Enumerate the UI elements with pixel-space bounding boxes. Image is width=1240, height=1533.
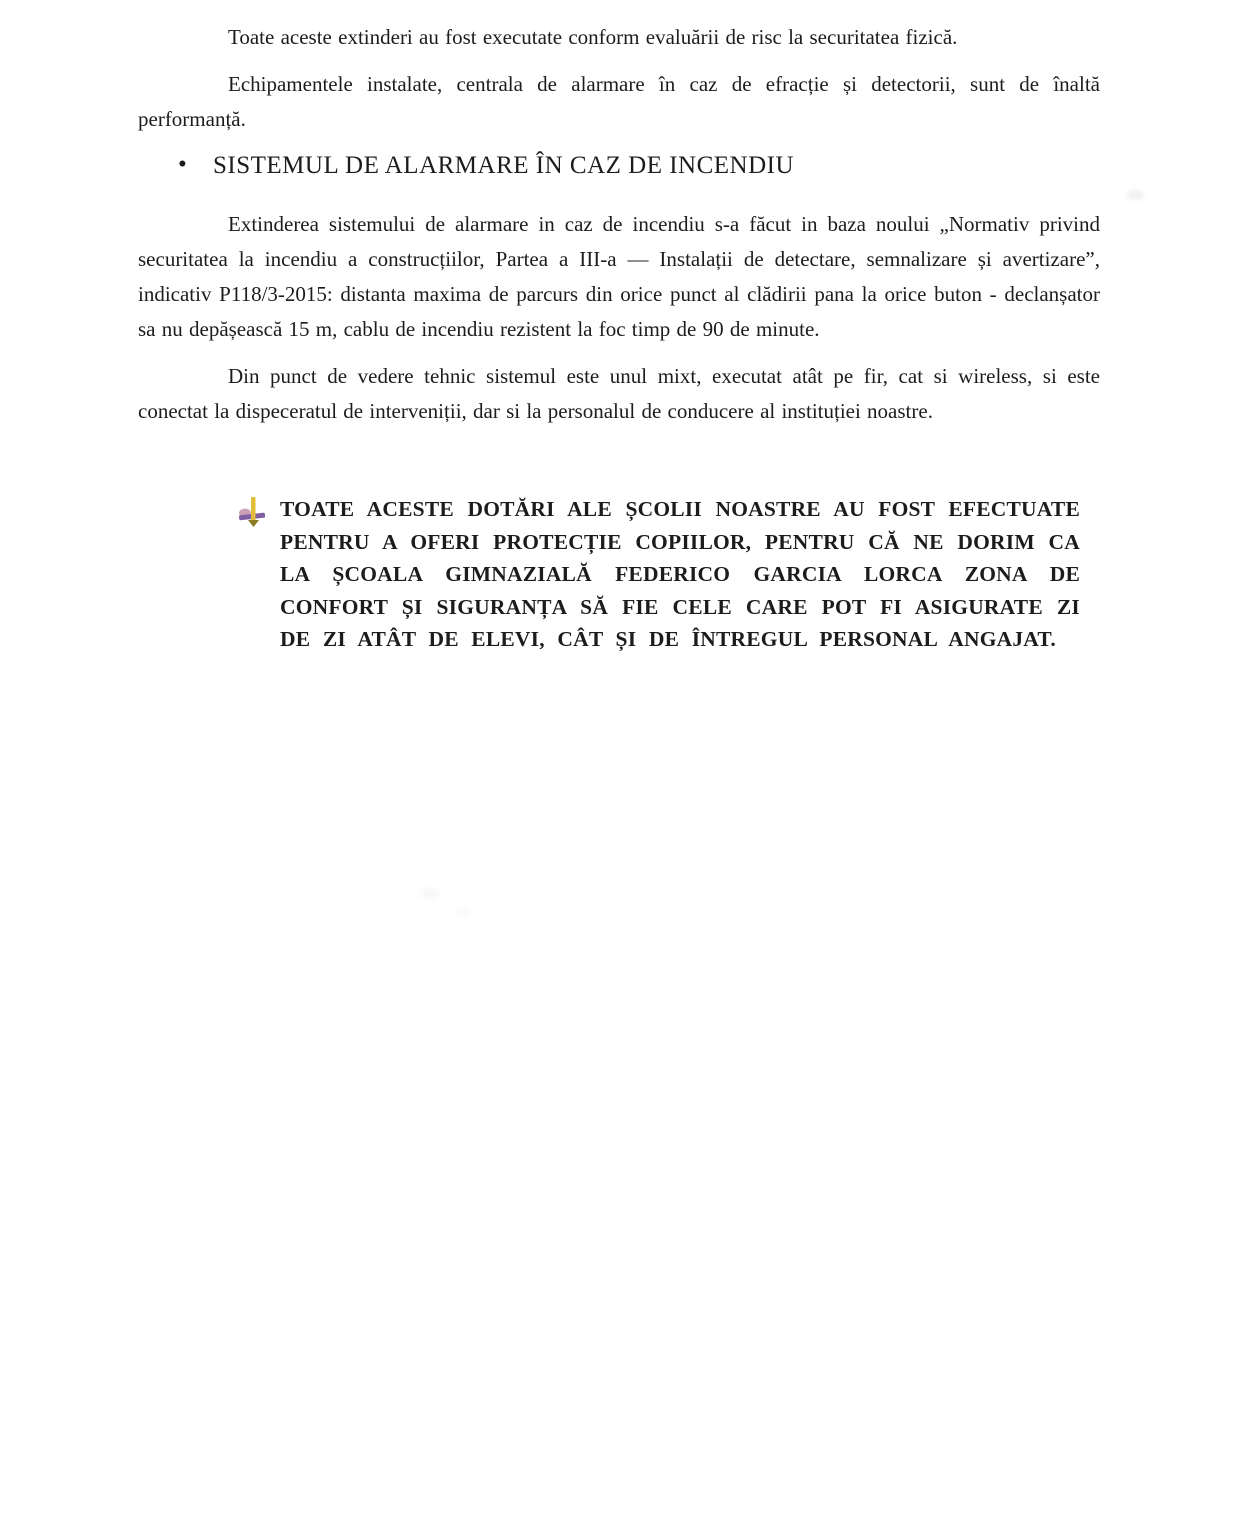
paragraph-physical-security: Toate aceste extinderi au fost executate conform evaluării de risc la securitatea fizică. — [228, 25, 958, 49]
emphasis-statement-block — [280, 493, 1080, 656]
paragraph-equipment: Echipamentele instalate, centrala de alarmare în caz de efracție și detectorii, sunt de înaltă performanță. — [138, 72, 1100, 131]
bullet-point-icon: • — [178, 151, 188, 178]
scan-artifact — [455, 908, 471, 917]
scan-artifact — [420, 888, 440, 899]
section-heading-text: SISTEMUL DE ALARMARE ÎN CAZ DE INCENDIU — [213, 152, 795, 179]
emphasis-statement-text: TOATE ACESTE DOTĂRI ALE ȘCOLII NOASTRE AU FOST EFECTUATE PENTRU A OFERI PROTECȚIE COPIILOR, PENTRU CĂ NE DORIM CA LA ȘCOALA GIMNAZIALĂ FEDERICO GARCIA LORCA ZONA DE CONFORT ȘI SIGURANȚA SĂ FIE CELE CARE POT FI ASIGURATE ZI DE ZI ATÂT DE ELEVI, CÂT ȘI DE ÎNTREGUL PERSONAL ANGAJAT. — [280, 497, 1080, 651]
colored-arrow-list-marker-icon — [238, 496, 268, 528]
document-body — [0, 0, 1240, 656]
paragraph-technical-description: Din punct de vedere tehnic sistemul este unul mixt, executat atât pe fir, cat si wireless, si este conectat la dispeceratul de interveniții, dar si la personalul de conducere al instituției noastre. — [138, 364, 1100, 423]
paragraph-fire-alarm-extension: Extinderea sistemului de alarmare in caz de incendiu s-a făcut in baza noului „Normativ privind securitatea la incendiu a construcțiilor, Partea a III-a — Instalații de detectare, semnalizare și avertizare”, indicativ P118/3-2015: distanta maxima de parcurs din orice punct al clădirii pana la orice buton - declanșator sa nu depășească 15 m, cablu de incendiu rezistent la foc timp de 90 de minute. — [138, 212, 1100, 341]
section-heading-fire-alarm — [138, 149, 1100, 182]
